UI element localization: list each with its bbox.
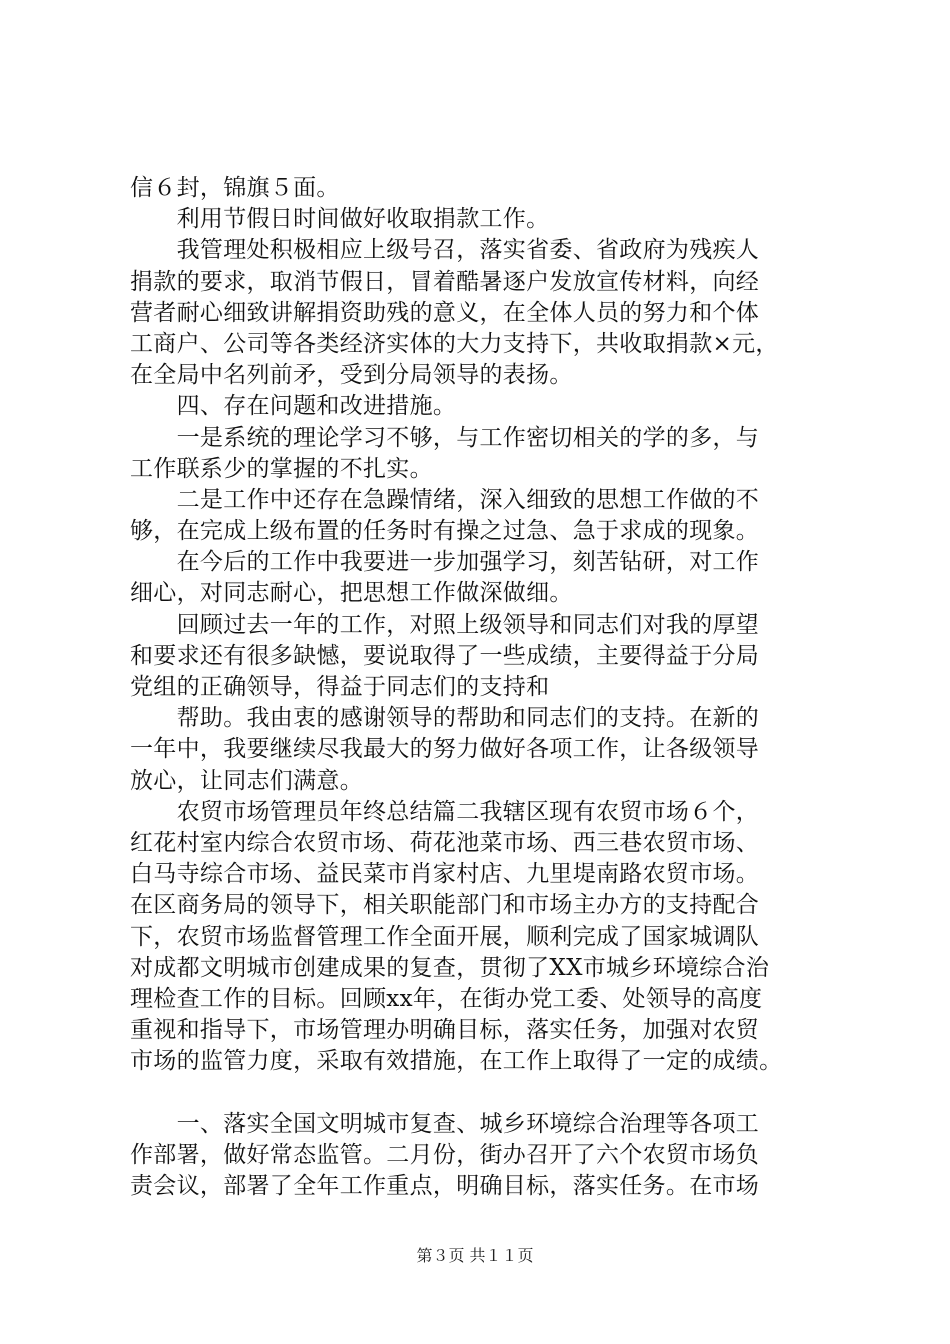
text-line: 作部署，做好常态监管。二月份，街办召开了六个农贸市场负 bbox=[130, 1141, 760, 1168]
text-line: 对成都文明城市创建成果的复查，贯彻了XX市城乡环境综合治 bbox=[130, 954, 770, 981]
text-line: 工商户、公司等各类经济实体的大力支持下，共收取捐款×元， bbox=[130, 330, 779, 357]
text-line: 重视和指导下，市场管理办明确目标，落实任务，加强对农贸 bbox=[130, 1017, 760, 1044]
text-line: 细心，对同志耐心，把思想工作做深做细。 bbox=[130, 580, 573, 607]
text-line: 信６封，锦旗５面。 bbox=[130, 175, 340, 201]
text-line: 一年中，我要继续尽我最大的努力做好各项工作，让各级领导 bbox=[130, 736, 760, 763]
text-line: 白马寺综合市场、益民菜市肖家村店、九里堤南路农贸市场。 bbox=[130, 861, 760, 888]
text-line: 下，农贸市场监督管理工作全面开展，顺利完成了国家城调队 bbox=[130, 923, 760, 950]
text-line: 营者耐心细致讲解捐资助残的意义，在全体人员的努力和个体 bbox=[130, 299, 760, 326]
text-line: 农贸市场管理员年终总结篇二我辖区现有农贸市场６个， bbox=[130, 798, 760, 825]
text-line: 在今后的工作中我要进一步加强学习，刻苦钻研，对工作 bbox=[130, 549, 760, 576]
text-line: 四、存在问题和改进措施。 bbox=[130, 393, 457, 420]
text-line: 工作联系少的掌握的不扎实。 bbox=[130, 455, 433, 482]
text-line: 二是工作中还存在急躁情绪，深入细致的思想工作做的不 bbox=[130, 486, 760, 513]
text-line: 在区商务局的领导下，相关职能部门和市场主办方的支持配合 bbox=[130, 892, 760, 919]
text-line: 利用节假日时间做好收取捐款工作。 bbox=[130, 206, 550, 233]
text-line: 一是系统的理论学习不够，与工作密切相关的学的多，与 bbox=[130, 424, 760, 451]
text-line: 捐款的要求，取消节假日，冒着酷暑逐户发放宣传材料，向经 bbox=[130, 268, 760, 295]
text-line: 在全局中名列前矛，受到分局领导的表扬。 bbox=[130, 362, 573, 389]
text-line: 回顾过去一年的工作，对照上级领导和同志们对我的厚望 bbox=[130, 611, 760, 638]
text-line: 放心，让同志们满意。 bbox=[130, 767, 363, 794]
page-number-footer: 第３页 共１１页 bbox=[416, 1246, 534, 1265]
text-line: 和要求还有很多缺憾，要说取得了一些成绩，主要得益于分局 bbox=[130, 642, 760, 669]
text-line: 红花村室内综合农贸市场、荷花池菜市场、西三巷农贸市场、 bbox=[130, 829, 760, 856]
text-line: 理检查工作的目标。回顾xx年，在街办党工委、处领导的高度 bbox=[130, 985, 763, 1012]
text-line: 帮助。我由衷的感谢领导的帮助和同志们的支持。在新的 bbox=[130, 705, 760, 732]
text-line: 责会议，部署了全年工作重点，明确目标，落实任务。在市场 bbox=[130, 1173, 760, 1199]
text-line: 市场的监管力度，采取有效措施，在工作上取得了一定的成绩。 bbox=[130, 1048, 783, 1075]
text-line: 够，在完成上级布置的任务时有操之过急、急于求成的现象。 bbox=[130, 518, 760, 545]
text-line: 一、落实全国文明城市复查、城乡环境综合治理等各项工 bbox=[130, 1110, 760, 1137]
text-line: 党组的正确领导，得益于同志们的支持和 bbox=[130, 674, 550, 700]
text-line: 我管理处积极相应上级号召，落实省委、省政府为残疾人 bbox=[130, 237, 760, 264]
document-body bbox=[130, 173, 830, 1202]
blank-line bbox=[130, 1077, 830, 1108]
